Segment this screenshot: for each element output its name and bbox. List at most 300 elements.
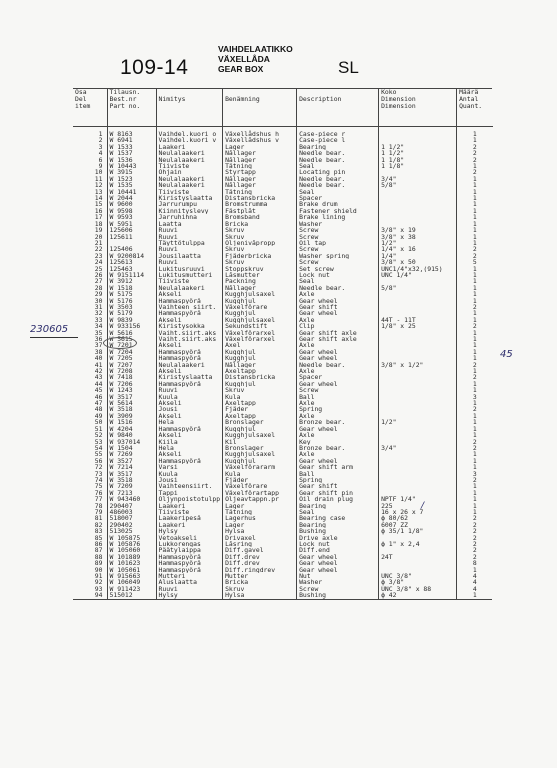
cell-item-no: 37 <box>94 342 103 349</box>
cell-item-no: 91 <box>94 573 103 580</box>
col-header-dimension: Koko Dimension Dimension <box>379 88 457 127</box>
cell-item-no: 81 <box>94 515 103 522</box>
cell-quantity: 1 <box>457 483 493 489</box>
cell-part-no: W 3527 <box>107 458 156 464</box>
cell-name-finnish: Täyttötulppa <box>156 240 223 246</box>
cell-quantity: 1 <box>457 451 493 457</box>
cell-quantity: 1 <box>457 355 493 361</box>
cell-name-finnish: Vaihdel.kuori o <box>156 127 223 138</box>
cell-part-no: W 1536 <box>107 157 156 163</box>
cell-description: Needle bear. <box>297 182 379 188</box>
cell-name-swedish: Lager <box>223 503 297 509</box>
cell-item-no: 83 <box>94 528 103 535</box>
cell-name-finnish: Hela <box>156 445 223 451</box>
cell-name-swedish: Bromsband <box>223 214 297 220</box>
cell-description: Bronze bear. <box>297 445 379 451</box>
cell-quantity: 1 <box>457 137 493 143</box>
cell-name-swedish: Distansbricka <box>223 374 297 380</box>
cell-quantity: 1 <box>457 278 493 284</box>
cell-item-no: 79 <box>94 508 103 516</box>
cell-name-finnish: Akseli <box>156 291 223 297</box>
cell-description: Needle bear. <box>297 150 379 156</box>
cell-quantity: 1 <box>457 509 493 515</box>
cell-dimension: 3/4" <box>379 445 457 451</box>
cell-quantity: 2 <box>457 445 493 451</box>
cell-item-no: 20 <box>94 233 103 240</box>
cell-description: Axle <box>297 413 379 419</box>
cell-description: Gear shift axle <box>297 330 379 336</box>
cell-name-swedish: Kula <box>223 471 297 477</box>
cell-part-no: W 7207 <box>107 362 156 368</box>
cell-item-no: 86 <box>94 541 103 548</box>
cell-name-swedish: Fjäder <box>223 406 297 412</box>
cell-name-finnish: Hammaspyörä <box>156 298 223 304</box>
cell-item-no: 3 <box>98 143 103 151</box>
col-header-swedish: Benämning <box>223 88 297 127</box>
cell-name-swedish: Växellådshus v <box>223 137 297 143</box>
cell-part-no: W 9593 <box>107 214 156 220</box>
cell-part-no: W 915663 <box>107 573 156 579</box>
cell-name-finnish: Hammaspyörä <box>156 426 223 432</box>
cell-description: Brake lining <box>297 214 379 220</box>
cell-quantity: 2 <box>457 541 493 547</box>
cell-part-no: W 10441 <box>107 189 156 195</box>
cell-item-no: 87 <box>94 547 103 554</box>
cell-item-no: 24 <box>94 259 103 266</box>
cell-part-no: W 7418 <box>107 374 156 380</box>
cell-quantity: 1 <box>457 400 493 406</box>
cell-name-finnish: Tiiviste <box>156 163 223 169</box>
cell-part-no: 125613 <box>107 259 156 265</box>
cell-name-swedish: Låsring <box>223 541 297 547</box>
cell-name-finnish: Ruuvi <box>156 387 223 393</box>
cell-item-no: 88 <box>94 553 103 561</box>
cell-name-swedish: Fästplåt <box>223 208 297 214</box>
cell-name-swedish: Kil <box>223 439 297 445</box>
cell-name-finnish: Neulalaakeri <box>156 150 223 156</box>
cell-quantity: 2 <box>457 246 493 252</box>
cell-item-no: 73 <box>94 470 103 477</box>
cell-item-no: 2 <box>98 137 103 144</box>
cell-description: Axle <box>297 291 379 297</box>
cell-part-no: W 106049 <box>107 579 156 585</box>
cell-name-swedish: Oljeavtappn.pr <box>223 496 297 502</box>
cell-item-no: 77 <box>94 496 103 503</box>
cell-part-no: W 7205 <box>107 355 156 361</box>
cell-item-no: 10 <box>94 169 103 176</box>
cell-part-no: W 911423 <box>107 586 156 592</box>
cell-quantity: 1 <box>457 291 493 297</box>
cell-item-no: 33 <box>94 316 103 324</box>
cell-dimension: NPTF 1/4" <box>379 496 457 502</box>
cell-name-finnish: Kiristyslaatta <box>156 374 223 380</box>
cell-part-no: W 3517 <box>107 394 156 400</box>
cell-item-no: 36 <box>94 336 103 343</box>
cell-name-finnish: Mutteri <box>156 573 223 579</box>
title-finnish: VAIHDELAATIKKO <box>218 44 293 54</box>
cell-name-finnish: Hammaspyörä <box>156 567 223 573</box>
cell-quantity: 1 <box>457 464 493 470</box>
cell-description: Axle <box>297 400 379 406</box>
cell-description: Gear wheel <box>297 298 379 304</box>
cell-name-swedish: Hylsa <box>223 592 297 598</box>
cell-name-finnish: Neulalaakeri <box>156 362 223 368</box>
cell-quantity: 1 <box>457 195 493 201</box>
cell-part-no: W 3517 <box>107 471 156 477</box>
cell-item-no: 4 <box>98 150 103 157</box>
cell-quantity: 1 <box>457 426 493 432</box>
section-titles <box>218 44 293 74</box>
cell-item-no: 76 <box>94 489 103 497</box>
cell-description: Gear wheel <box>297 458 379 464</box>
cell-part-no: W 4204 <box>107 426 156 432</box>
cell-item-no: 35 <box>94 329 103 336</box>
cell-item-no: 13 <box>94 188 103 196</box>
cell-quantity: 1 <box>457 349 493 355</box>
cell-quantity: 1 <box>457 240 493 246</box>
cell-item-no: 92 <box>94 579 103 586</box>
cell-dimension: 24T <box>379 554 457 560</box>
cell-quantity: 1 <box>457 310 493 316</box>
cell-quantity: 2 <box>457 304 493 310</box>
cell-dimension: 3/8" x 19 <box>379 227 457 233</box>
cell-name-finnish: Ruuvi <box>156 586 223 592</box>
cell-part-no: 125611 <box>107 234 156 240</box>
cell-quantity: 1 <box>457 176 493 182</box>
cell-part-no: 515012 <box>107 592 156 598</box>
cell-description: Locating pin <box>297 169 379 175</box>
cell-item-no: 1 <box>98 130 103 138</box>
cell-name-finnish: Kiristyslaatta <box>156 195 223 201</box>
cell-name-swedish: Kugghjul <box>223 426 297 432</box>
cell-item-no: 14 <box>94 195 103 202</box>
cell-description: Washer <box>297 221 379 227</box>
cell-item-no: 93 <box>94 585 103 593</box>
cell-description: Axle <box>297 368 379 374</box>
cell-item-no: 44 <box>94 380 103 388</box>
cell-dimension <box>379 127 457 138</box>
cell-item-no: 26 <box>94 271 103 279</box>
cell-part-no: W 1243 <box>107 387 156 393</box>
cell-item-no: 9 <box>98 163 103 170</box>
cell-item-no: 29 <box>94 291 103 298</box>
cell-dimension: 3/8" x 38 <box>379 234 457 240</box>
cell-quantity: 1 <box>457 317 493 323</box>
cell-name-swedish: Kugghjul <box>223 381 297 387</box>
cell-quantity: 1 <box>457 182 493 188</box>
cell-name-finnish: Vaiht.siirt.aks <box>156 336 223 342</box>
cell-part-no: W 105060 <box>107 547 156 553</box>
cell-name-swedish: Kugghjul <box>223 458 297 464</box>
cell-item-no: 47 <box>94 400 103 407</box>
cell-dimension: 3/8" x 1/2" <box>379 362 457 368</box>
cell-name-finnish: Laatta <box>156 221 223 227</box>
cell-item-no: 46 <box>94 393 103 401</box>
cell-name-swedish: Lager <box>223 522 297 528</box>
cell-part-no: W 105876 <box>107 541 156 547</box>
cell-dimension: 1/4" <box>379 253 457 259</box>
cell-item-no: 25 <box>94 265 103 272</box>
cell-part-no: W 1533 <box>107 144 156 150</box>
cell-part-no: 125463 <box>107 266 156 272</box>
cell-name-finnish: Lukitusmutteri <box>156 272 223 278</box>
title-english: GEAR BOX <box>218 64 264 74</box>
cell-item-no: 56 <box>94 457 103 465</box>
cell-part-no: W 5179 <box>107 310 156 316</box>
cell-item-no: 27 <box>94 278 103 285</box>
cell-description: Gear shift pin <box>297 490 379 496</box>
cell-name-swedish: Kugghjulsaxel <box>223 317 297 323</box>
cell-quantity: 1 <box>457 368 493 374</box>
cell-quantity: 2 <box>457 323 493 329</box>
cell-quantity: 1 <box>457 592 493 598</box>
cell-part-no: W 5615 <box>107 336 156 342</box>
cell-name-swedish: Skruv <box>223 259 297 265</box>
cell-description: Needle bear. <box>297 285 379 291</box>
cell-part-no: W 3912 <box>107 278 156 284</box>
cell-dimension: 3/4" <box>379 176 457 182</box>
cell-name-finnish: Neulalaakeri <box>156 285 223 291</box>
cell-description: Bearing case <box>297 515 379 521</box>
cell-item-no: 89 <box>94 560 103 567</box>
cell-name-finnish: Hammaspyörä <box>156 381 223 387</box>
cell-name-swedish: Drivaxel <box>223 535 297 541</box>
cell-quantity: 1 <box>457 458 493 464</box>
cell-item-no: 72 <box>94 464 103 471</box>
cell-quantity: 2 <box>457 362 493 368</box>
cell-name-finnish: Hammaspyörä <box>156 355 223 361</box>
catalog-code: 109-14 <box>120 56 189 79</box>
cell-dimension: 1 1/2" <box>379 144 457 150</box>
margin-note-underline <box>30 337 78 338</box>
cell-part-no: W 9200814 <box>107 253 156 259</box>
cell-quantity: 5 <box>457 259 493 265</box>
cell-dimension: 5/8" <box>379 285 457 291</box>
cell-part-no: W 5951 <box>107 221 156 227</box>
cell-quantity: 1 <box>457 208 493 214</box>
cell-quantity: 1 <box>457 298 493 304</box>
cell-name-swedish: Tätning <box>223 163 297 169</box>
cell-description: Needle bear. <box>297 176 379 182</box>
cell-part-no: W 1537 <box>107 150 156 156</box>
cell-name-finnish: Jousi <box>156 477 223 483</box>
col-header-finnish: Nimitys <box>156 88 223 127</box>
cell-quantity: 4 <box>457 586 493 592</box>
cell-part-no: 486003 <box>107 509 156 515</box>
cell-item-no: 50 <box>94 419 103 426</box>
cell-name-finnish: Hammaspyörä <box>156 560 223 566</box>
cell-name-finnish: Vaihteen siirt. <box>156 304 223 310</box>
cell-quantity: 8 <box>457 560 493 566</box>
cell-dimension: 3/8" x 50 <box>379 259 457 265</box>
cell-description: Spring <box>297 406 379 412</box>
cell-part-no: W 943460 <box>107 496 156 502</box>
cell-part-no: W 3518 <box>107 477 156 483</box>
cell-quantity: 1 <box>457 214 493 220</box>
cell-description: Key <box>297 439 379 445</box>
cell-description: Case-piece r <box>297 127 379 138</box>
table-bottom-rule <box>73 599 492 600</box>
pencil-circle-mark <box>103 337 137 349</box>
cell-description: Gear shift arm <box>297 464 379 470</box>
cell-dimension: ϕ 3/8" <box>379 579 457 585</box>
cell-description: Gear wheel <box>297 560 379 566</box>
cell-item-no: 48 <box>94 406 103 413</box>
cell-item-no: 15 <box>94 201 103 208</box>
cell-name-swedish: Kugghjulsaxel <box>223 451 297 457</box>
cell-name-swedish: Låsmutter <box>223 272 297 278</box>
cell-part-no: W 7201 <box>107 342 156 348</box>
cell-name-swedish: Skruv <box>223 246 297 252</box>
cell-description: Gear wheel <box>297 567 379 573</box>
cell-part-no: W 1523 <box>107 176 156 182</box>
cell-item-no: 12 <box>94 182 103 189</box>
cell-item-no: 18 <box>94 220 103 228</box>
cell-description: Ball <box>297 394 379 400</box>
cell-name-finnish: Ohjain <box>156 169 223 175</box>
cell-part-no: W 7269 <box>107 451 156 457</box>
cell-name-finnish: Jarruhihna <box>156 214 223 220</box>
cell-part-no: 513025 <box>107 528 156 534</box>
cell-description: Gear wheel <box>297 349 379 355</box>
cell-description: Spacer <box>297 374 379 380</box>
cell-quantity: 2 <box>457 554 493 560</box>
cell-part-no: W 1535 <box>107 182 156 188</box>
cell-name-finnish: Akseli <box>156 451 223 457</box>
cell-part-no: 290402 <box>107 522 156 528</box>
table-row <box>73 592 493 598</box>
handwritten-right-note: 45 <box>500 349 513 360</box>
cell-description: Axle <box>297 451 379 457</box>
cell-name-swedish: Diff.gavel <box>223 547 297 553</box>
cell-quantity: 1 <box>457 342 493 348</box>
cell-part-no: 125406 <box>107 246 156 252</box>
cell-description: Bushing <box>297 592 379 598</box>
cell-quantity: 1 <box>457 189 493 195</box>
cell-part-no: W 7213 <box>107 490 156 496</box>
cell-description: Gear shift <box>297 483 379 489</box>
cell-item-no: 38 <box>94 348 103 356</box>
cell-dimension: ϕ 80/62 <box>379 515 457 521</box>
cell-description: Gear wheel <box>297 554 379 560</box>
cell-quantity: 2 <box>457 515 493 521</box>
cell-quantity: 1 <box>457 221 493 227</box>
cell-description: Screw <box>297 387 379 393</box>
cell-name-swedish: Bronslager <box>223 445 297 451</box>
cell-quantity: 1 <box>457 272 493 278</box>
cell-quantity: 1 <box>457 330 493 336</box>
cell-name-finnish: Vaiht.siirt.aks <box>156 330 223 336</box>
cell-name-finnish: Akseli <box>156 400 223 406</box>
cell-name-swedish: Växelförarxel <box>223 336 297 342</box>
cell-quantity: 3 <box>457 471 493 477</box>
col-header-description: Description <box>297 88 379 127</box>
cell-item-no: 22 <box>94 246 103 253</box>
cell-name-swedish: Fjäderbricka <box>223 253 297 259</box>
cell-name-finnish: Hammaspyörä <box>156 349 223 355</box>
cell-dimension: 225 <box>379 503 457 509</box>
cell-name-finnish: Akseli <box>156 432 223 438</box>
cell-name-finnish: Tiiviste <box>156 278 223 284</box>
cell-item-no: 31 <box>94 303 103 311</box>
cell-name-finnish: Ruuvi <box>156 234 223 240</box>
cell-quantity: 2 <box>457 477 493 483</box>
cell-item-no: 74 <box>94 476 103 484</box>
cell-part-no: W 3503 <box>107 304 156 310</box>
cell-name-swedish: Diff.ringdrev <box>223 567 297 573</box>
cell-dimension: UNC1/4"x32,(915) <box>379 266 457 272</box>
cell-name-finnish: Vaihdel.kuori v <box>156 137 223 143</box>
cell-dimension: ϕ 42 <box>379 592 457 598</box>
cell-part-no: W 9840 <box>107 432 156 438</box>
cell-dimension: 1/2" <box>379 240 457 246</box>
cell-part-no: W 9151114 <box>107 272 156 278</box>
cell-description: Seal <box>297 163 379 169</box>
cell-name-finnish: Aluslaatta <box>156 579 223 585</box>
cell-quantity: 2 <box>457 157 493 163</box>
cell-dimension: 1/2" <box>379 419 457 425</box>
cell-description: Drive axle <box>297 535 379 541</box>
cell-description: Screw <box>297 246 379 252</box>
cell-quantity: 1 <box>457 432 493 438</box>
cell-name-finnish: Neulalaakeri <box>156 182 223 188</box>
cell-part-no: W 5176 <box>107 298 156 304</box>
cell-quantity: 2 <box>457 169 493 175</box>
cell-part-no: W 937014 <box>107 439 156 445</box>
cell-name-finnish: Vaihteensiirt. <box>156 483 223 489</box>
cell-item-no: 54 <box>94 444 103 452</box>
cell-quantity: 1 <box>457 567 493 573</box>
cell-quantity: 1 <box>457 127 493 138</box>
title-swedish: VÄXELLÅDA <box>218 54 270 64</box>
cell-description: Bearing <box>297 144 379 150</box>
cell-part-no: W 105875 <box>107 535 156 541</box>
cell-part-no: W 101623 <box>107 560 156 566</box>
cell-description: Bearing <box>297 503 379 509</box>
cell-description: Lock nut <box>297 541 379 547</box>
cell-name-swedish: Nållager <box>223 157 297 163</box>
cell-name-swedish: Mutter <box>223 573 297 579</box>
cell-item-no: 94 <box>94 592 103 599</box>
cell-name-swedish: Nållager <box>223 176 297 182</box>
cell-name-finnish: Jousilaatta <box>156 253 223 259</box>
cell-quantity: 2 <box>457 253 493 259</box>
cell-quantity: 1 <box>457 234 493 240</box>
cell-name-finnish: Varsi <box>156 464 223 470</box>
cell-description: Ball <box>297 471 379 477</box>
cell-part-no: W 3909 <box>107 413 156 419</box>
cell-description: Seal <box>297 509 379 515</box>
cell-name-finnish: Neulalaakeri <box>156 157 223 163</box>
cell-name-swedish: Bromstrumma <box>223 201 297 207</box>
cell-name-finnish: Neulalaakeri <box>156 176 223 182</box>
cell-item-no: 49 <box>94 412 103 420</box>
cell-name-swedish: Skruv <box>223 586 297 592</box>
cell-part-no: W 7208 <box>107 368 156 374</box>
cell-quantity: 4 <box>457 573 493 579</box>
cell-item-no: 82 <box>94 521 103 529</box>
cell-description: Bronze bear. <box>297 419 379 425</box>
cell-item-no: 30 <box>94 297 103 304</box>
cell-item-no: 23 <box>94 252 103 260</box>
cell-quantity: 2 <box>457 406 493 412</box>
cell-name-swedish: Kugghjul <box>223 310 297 316</box>
cell-name-swedish: Axeltapp <box>223 368 297 374</box>
cell-name-swedish: Diff.drev <box>223 560 297 566</box>
cell-description: Axle <box>297 342 379 348</box>
cell-dimension: 1/8" x 25 <box>379 323 457 329</box>
cell-dimension: 44T - 11T <box>379 317 457 323</box>
